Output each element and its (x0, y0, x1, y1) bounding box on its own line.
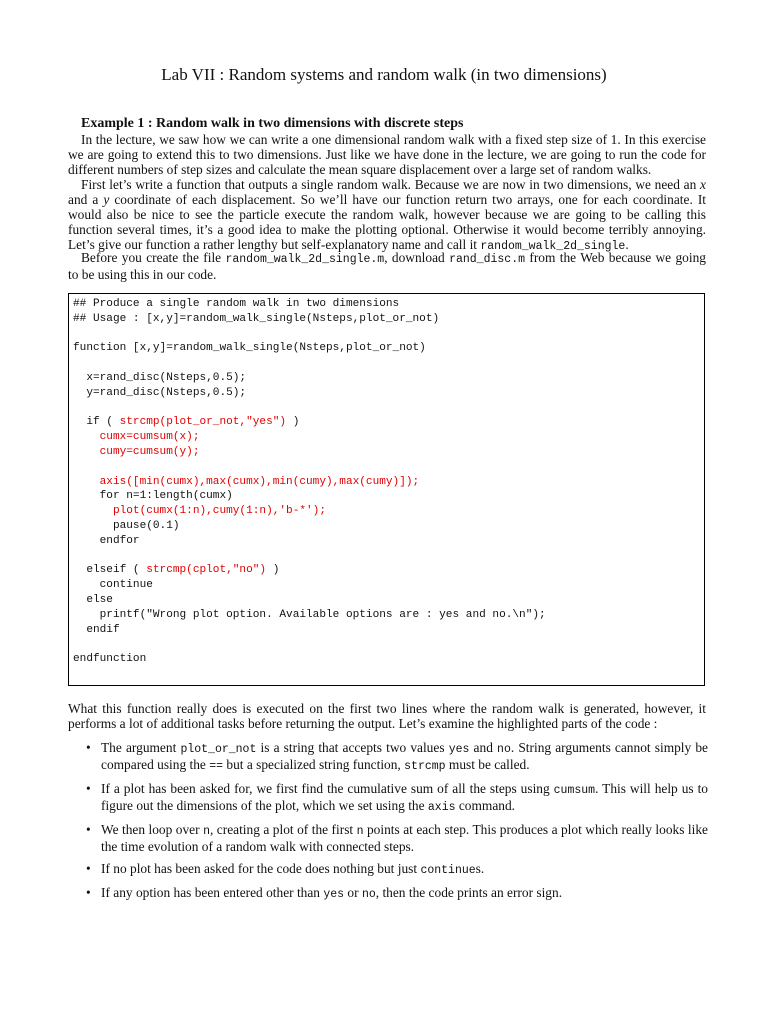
p2-code-function-name: random_walk_2d_single (480, 240, 626, 253)
inline-code: no (497, 743, 511, 756)
bullet-text: If a plot has been asked for, we first find the cumulative sum of all the steps using (101, 781, 554, 796)
paragraph-download-instructions (68, 250, 706, 282)
p3-code-file2: rand_disc.m (449, 253, 525, 266)
bullet-text: If any option has been entered other than (101, 885, 324, 900)
bullet-text: and (469, 740, 498, 755)
code-line: printf("Wrong plot option. Available options are : yes and no.\n"); (73, 608, 546, 621)
inline-code: n (356, 825, 364, 838)
bullet-marker: • (86, 885, 91, 900)
inline-code: no (361, 888, 376, 901)
code-line: elseif ( (73, 564, 147, 577)
bullet-marker: • (86, 740, 91, 755)
section-heading: Example 1 : Random walk in two dimensions with discrete steps (81, 116, 464, 131)
list-item (68, 781, 708, 815)
code-listing-box (68, 293, 705, 686)
bullet-text: We then loop over (101, 822, 204, 837)
bullet-text: points at each step. This produces a plot which really looks like the time evolution of a random walk with connected steps. (101, 822, 709, 854)
inline-code: axis (427, 801, 456, 814)
code-highlight: strcmp(cplot,"no") (146, 564, 267, 577)
code-line: y=rand_disc(Nsteps,0.5); (73, 386, 247, 399)
paragraph-after-code: What this function really does is executed on the first two lines where the random walk is generated, however, it performs a lot of additional tasks before returning the output. Let’s examine the highlighted parts of the code : (68, 701, 706, 731)
bullet-text: s. (475, 861, 485, 876)
list-item (68, 822, 708, 854)
bullet-text: but a specialized string function, (223, 757, 405, 772)
bullet-marker: • (86, 822, 91, 837)
code-highlight: axis([min(cumx),max(cumx),min(cumy),max(cumy)]); (73, 475, 420, 488)
code-line: ## Produce a single random walk in two dimensions (73, 298, 400, 310)
page-title: Lab VII : Random systems and random walk (in two dimensions) (161, 65, 607, 84)
code-highlight: cumx=cumsum(x); (73, 431, 200, 444)
list-item (68, 740, 708, 774)
code-line: for n=1:length(cumx) (73, 490, 233, 503)
inline-code: strcmp (404, 760, 446, 773)
inline-code: yes (323, 888, 345, 901)
bullet-text: , then the code prints an error sign. (375, 885, 563, 900)
p2-text-c: coordinate of each displacement. So we’ll have our function return two arrays, one for each coordinate. It would also be nice to see the particle execute the random walk, however because we are going to be calling this function several times, it’s a good idea to make the plotting optional. Otherwise it would become terribly annoying. Let’s give our function a rather lengthy but self-explanatory name and call it (68, 192, 706, 252)
bullet-list (68, 740, 708, 909)
bullet-text: is a string that accepts two values (256, 740, 449, 755)
bullet-text: If no plot has been asked for the code does nothing but just (101, 861, 421, 876)
p2-text-b: and a (68, 192, 104, 207)
p2-math-y: y (103, 192, 110, 207)
code-listing (73, 297, 546, 667)
bullet-text: must be called. (445, 757, 530, 772)
bullet-marker: • (86, 781, 91, 796)
code-highlight: plot(cumx(1:n),cumy(1:n),'b-*'); (73, 505, 326, 518)
inline-code: yes (448, 743, 470, 756)
code-line: endif (73, 623, 120, 636)
bullet-text: command. (455, 798, 516, 813)
code-line: endfunction (73, 653, 147, 666)
inline-code: plot_or_not (180, 743, 257, 756)
bullet-text: , creating a plot of the first (209, 822, 357, 837)
code-line: ## Usage : [x,y]=random_walk_single(Nsteps,plot_or_not) (73, 312, 440, 325)
code-line: x=rand_disc(Nsteps,0.5); (73, 371, 247, 384)
bullet-text: The argument (101, 740, 181, 755)
bullet-marker: • (86, 861, 91, 876)
inline-code: n (203, 825, 210, 838)
inline-code: cumsum (553, 784, 596, 797)
code-line: ) (266, 564, 280, 577)
inline-code: == (209, 760, 224, 773)
code-line: ) (286, 416, 300, 429)
code-line: else (73, 593, 113, 606)
p3-text-a: Before you create the file (81, 250, 226, 265)
code-highlight: cumy=cumsum(y); (73, 445, 200, 458)
paragraph-intro-text: In the lecture, we saw how we can write a one dimensional random walk with a fixed step size of 1. In this exercise we are going to extend this to two dimensions. Just like we have done in the lecture, we are going to run the code for different numbers of step sizes and calculate the mean square displacement over a large set of random walks. (68, 132, 706, 177)
bullet-text: or (344, 885, 362, 900)
p3-code-file1: random_walk_2d_single.m (225, 253, 385, 266)
paragraph-function-description (68, 177, 706, 254)
p3-text-c: from the Web because we going to be using this in our code. (68, 250, 706, 282)
p3-text-b: , download (384, 250, 450, 265)
list-item (68, 861, 708, 878)
inline-code: continue (420, 864, 476, 877)
list-item (68, 885, 708, 902)
code-line: pause(0.1) (73, 519, 180, 532)
p2-math-x: x (700, 177, 706, 192)
code-line: if ( (73, 416, 120, 429)
bullet-text: . This will help us to figure out the dimensions of the plot, which we set using the (101, 781, 709, 813)
code-line: continue (73, 579, 153, 592)
code-line: function [x,y]=random_walk_single(Nsteps,plot_or_not) (73, 342, 426, 355)
bullet-text: . String arguments cannot simply be compared using the (101, 740, 709, 772)
paragraph-intro (68, 132, 706, 177)
p2-text-d: . (625, 237, 629, 252)
code-line: endfor (73, 534, 140, 547)
code-highlight: strcmp(plot_or_not,"yes") (119, 416, 287, 429)
p2-text-a: First let’s write a function that outputs a single random walk. Because we are now in two dimensions, we need an (81, 177, 701, 192)
